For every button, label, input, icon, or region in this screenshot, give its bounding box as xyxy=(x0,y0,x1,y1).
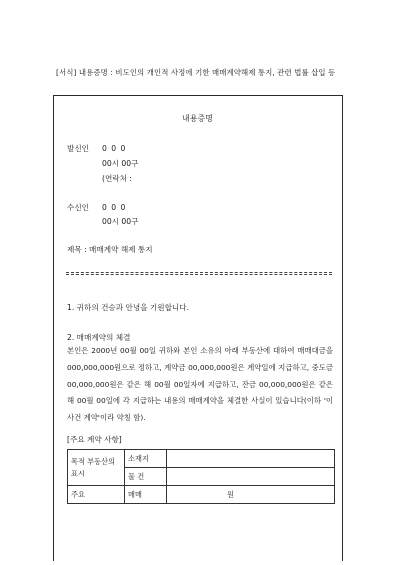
main-label: 주요 xyxy=(71,489,85,499)
building-value-cell xyxy=(167,468,335,486)
sender-label: 발신인 xyxy=(67,144,90,153)
section-2-body: 본인은 2000년 00월 00일 귀하와 본인 소유의 아래 부동산에 대하여 매매대금을 000,000,000원으로 정하고, 계약금 00,000,000원은 계약일에 지급하고, 중도금 00,000,000원은 같은 해 00월 00일자에 지급하고, 잔금 00,000,000원은 같은 해 00월 00일에 각 지급하는 내용의 매매계약을 체결한 사실이 있습니다(이하 '이 사건 계약'이라 약칭 함). xyxy=(67,346,333,423)
building-label: 물 건 xyxy=(128,471,145,481)
table-title: [주요 계약 사항] xyxy=(67,435,122,444)
recipient-address: 00시 00구 xyxy=(102,217,139,226)
main-label-cell xyxy=(68,486,125,504)
recipient-name: 0 0 0 xyxy=(102,203,127,212)
location-label-cell xyxy=(125,450,167,468)
document-heading: 내용증명 xyxy=(182,114,213,123)
sender-contact: (연락처 : xyxy=(102,174,132,183)
subject-line: 제목 : 매매계약 해제 통지 xyxy=(67,245,153,254)
section-2-title: 2. 매매계약의 체결 xyxy=(67,333,131,342)
recipient-label: 수신인 xyxy=(67,203,90,212)
contract-table xyxy=(67,449,335,504)
sender-name: 0 0 0 xyxy=(102,144,127,153)
building-label-cell xyxy=(125,468,167,486)
sender-address: 00시 00구 xyxy=(102,159,139,168)
section-1: 1. 귀하의 건승과 안녕을 기원합니다. xyxy=(67,303,190,312)
location-value-cell xyxy=(167,450,335,468)
table-row xyxy=(68,486,335,504)
won-unit: 원 xyxy=(227,489,234,499)
sale-label: 매매 xyxy=(128,489,142,499)
sale-value-cell xyxy=(167,486,335,504)
divider-line xyxy=(66,272,332,273)
location-label: 소재지 xyxy=(128,453,149,463)
table-row xyxy=(68,450,335,468)
divider-line-lower xyxy=(66,274,332,275)
property-label-cell xyxy=(68,450,125,486)
property-label: 목적 부동산의 표시 xyxy=(71,457,115,478)
document-header-title: [서식] 내용증명 : 비도인의 개인적 사정에 기한 매매계약해제 통지, 관련 법률 삽입 등 xyxy=(56,68,336,77)
sale-label-cell xyxy=(125,486,167,504)
document-frame xyxy=(53,95,343,561)
